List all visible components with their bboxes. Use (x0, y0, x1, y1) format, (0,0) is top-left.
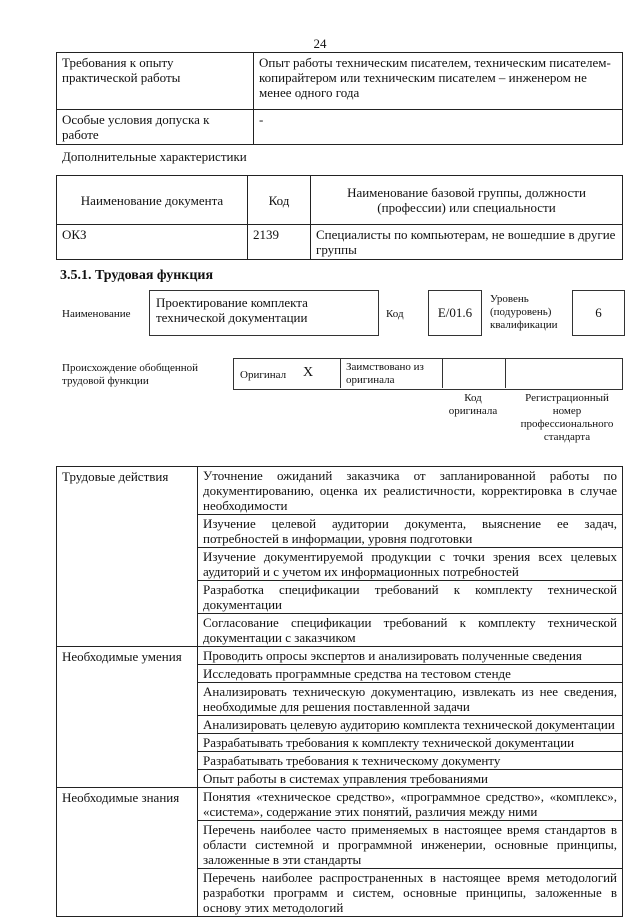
table-row (57, 647, 623, 665)
table-row (57, 53, 623, 110)
page-number: 24 (313, 36, 327, 51)
group-item: Разработка спецификации требований к комплекту технической документации (198, 581, 623, 614)
column-header: Наименование базовой группы, должности (профессии) или специальности (311, 176, 623, 225)
code-label: Код (386, 308, 404, 320)
group-item: Понятия «техническое средство», «программное средство», «комплекс», «система», содержание этих понятий, различия между ними (198, 788, 623, 821)
group-item: Исследовать программные средства на тестовом стенде (198, 665, 623, 683)
group-title: Трудовые действия (57, 467, 198, 647)
code-box (428, 290, 482, 336)
origin-divider (442, 358, 443, 388)
table-row (57, 467, 623, 515)
group-title: Необходимые знания (57, 788, 198, 917)
column-header: Код (248, 176, 311, 225)
group-item: Перечень наиболее распространенных в настоящее время методологий разработки программ и систем, основные принципы, заложенные в основу этих методологий (198, 869, 623, 917)
group-item: Изучение целевой аудитории документа, выяснение ее задач, потребностей в информации, уровня подготовки (198, 515, 623, 548)
column-header: Наименование документа (57, 176, 248, 225)
group-item: Анализировать техническую документацию, извлекать из нее сведения, необходимые для решения поставленной задачи (198, 683, 623, 716)
requirement-key: Особые условия допуска к работе (57, 110, 254, 145)
level-box (572, 290, 625, 336)
table-row (57, 110, 623, 145)
requirement-value: Опыт работы техническим писателем, техническим писателем-копирайтером или техническим писателем – инженером не менее одного года (254, 53, 623, 110)
group-item: Уточнение ожиданий заказчика от запланированной работы по документированию, оценка их реалистичности, корректировка в случае необходимости (198, 467, 623, 515)
origin-divider (505, 358, 506, 388)
table-cell: Специалисты по компьютерам, не вошедшие в другие группы (311, 225, 623, 260)
name-value: Проектирование комплекта технической документации (156, 295, 308, 325)
name-label: Наименование (62, 308, 131, 320)
reg-number-caption: Регистрационный номер профессионального стандарта (520, 392, 614, 443)
level-label: Уровень (подуровень) квалификации (490, 293, 558, 331)
requirement-key: Требования к опыту практической работы (57, 53, 254, 110)
group-item: Разрабатывать требования к техническому документу (198, 752, 623, 770)
section-heading: 3.5.1. Трудовая функция (60, 268, 214, 283)
code-original-caption: Код оригинала (448, 392, 498, 417)
group-item: Разрабатывать требования к комплекту технической документации (198, 734, 623, 752)
additional-characteristics-title: Дополнительные характеристики (62, 149, 247, 164)
group-item: Согласование спецификации требований к комплекту технической документации с заказчиком (198, 614, 623, 647)
origin-divider (340, 358, 341, 388)
table-row (57, 225, 623, 260)
group-title: Необходимые умения (57, 647, 198, 788)
requirement-value: - (254, 110, 623, 145)
code-value: E/01.6 (437, 305, 473, 320)
labor-function-table (56, 466, 623, 917)
table-cell: 2139 (248, 225, 311, 260)
name-box (149, 290, 379, 336)
table-row (57, 788, 623, 821)
origin-label: Происхождение обобщенной трудовой функции (62, 362, 199, 387)
borrowed-label: Заимствовано из оригинала (346, 361, 424, 386)
additional-characteristics-table (56, 175, 623, 260)
original-mark: X (303, 365, 314, 380)
table-header-row (57, 176, 623, 225)
group-item: Анализировать целевую аудиторию комплекта технической документации (198, 716, 623, 734)
group-item: Проводить опросы экспертов и анализировать полученные сведения (198, 647, 623, 665)
level-value: 6 (595, 305, 602, 320)
requirements-table (56, 52, 623, 145)
group-item: Опыт работы в системах управления требованиями (198, 770, 623, 788)
table-cell: ОКЗ (57, 225, 248, 260)
group-item: Перечень наиболее часто применяемых в настоящее время стандартов в области системной и программной инженерии, основные принципы, заложенные в эти стандарты (198, 821, 623, 869)
original-label: Оригинал (240, 369, 287, 381)
group-item: Изучение документируемой продукции с точки зрения всех целевых аудиторий и с учетом их информационных потребностей (198, 548, 623, 581)
